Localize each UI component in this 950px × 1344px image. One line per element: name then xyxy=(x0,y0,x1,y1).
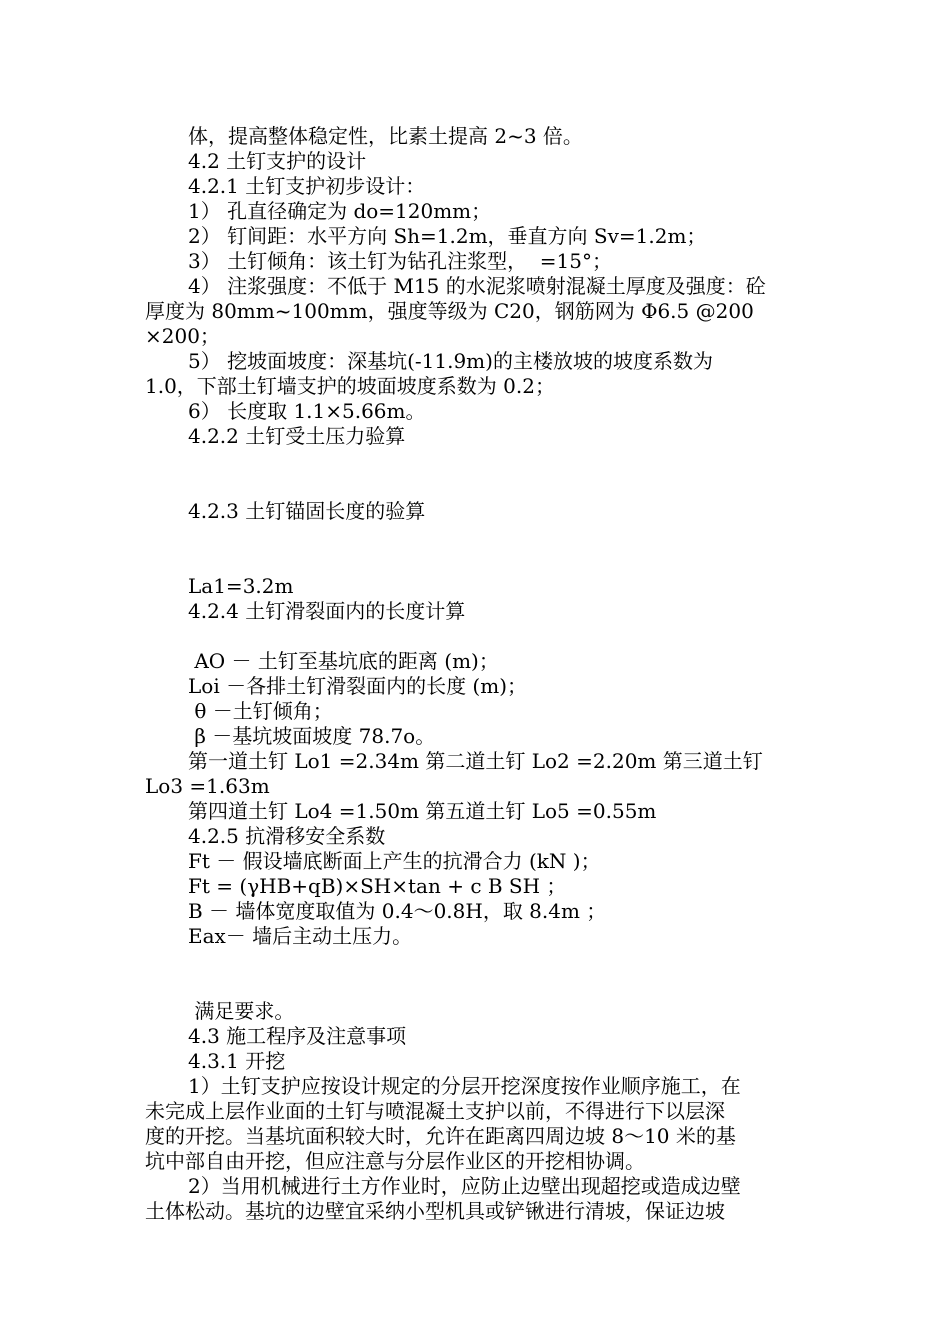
definition-line: β －基坑坡面坡度 78.7o。 xyxy=(188,724,436,748)
section-heading: 4.3.1 开挖 xyxy=(188,1049,286,1073)
list-item: 4） 注浆强度：不低于 M15 的水泥浆喷射混凝土厚度及强度：砼 xyxy=(188,274,766,298)
section-heading: 4.3 施工程序及注意事项 xyxy=(188,1024,407,1048)
list-item: 1） 孔直径确定为 do=120mm； xyxy=(188,199,492,223)
definition-line: Eax－ 墙后主动土压力。 xyxy=(188,924,413,948)
section-heading: 4.2.3 土钉锚固长度的验算 xyxy=(188,499,426,523)
text-line: 满足要求。 xyxy=(188,999,295,1023)
section-heading: 4.2 土钉支护的设计 xyxy=(188,149,367,173)
text-line: ×200； xyxy=(145,324,220,348)
text-line: 土体松动。基坑的边壁宜采纳小型机具或铲锹进行清坡，保证边坡 xyxy=(145,1199,725,1223)
text-line: Lo3 =1.63m xyxy=(145,774,270,798)
text-line: 坑中部自由开挖，但应注意与分层作业区的开挖相协调。 xyxy=(145,1149,645,1173)
text-line: La1=3.2m xyxy=(188,574,294,598)
list-item: 3） 土钉倾角：该土钉为钻孔注浆型， =15°； xyxy=(188,249,613,273)
text-line: 第四道土钉 Lo4 =1.50m 第五道土钉 Lo5 =0.55m xyxy=(188,799,657,823)
definition-line: θ －土钉倾角； xyxy=(188,699,333,723)
section-heading: 4.2.4 土钉滑裂面内的长度计算 xyxy=(188,599,466,623)
definition-line: AO － 土钉至基坑底的距离 (m)； xyxy=(188,649,499,673)
list-item: 1）土钉支护应按设计规定的分层开挖深度按作业顺序施工，在 xyxy=(188,1074,741,1098)
text-line: 体，提高整体稳定性，比素土提高 2~3 倍。 xyxy=(188,124,583,148)
definition-line: Ft － 假设墙底断面上产生的抗滑合力 (kN )； xyxy=(188,849,601,873)
section-heading: 4.2.1 土钉支护初步设计： xyxy=(188,174,426,198)
text-line: 1.0，下部土钉墙支护的坡面坡度系数为 0.2； xyxy=(145,374,555,398)
text-line: 未完成上层作业面的土钉与喷混凝土支护以前，不得进行下以层深 xyxy=(145,1099,725,1123)
list-item: 6） 长度取 1.1×5.66m。 xyxy=(188,399,426,423)
list-item: 2）当用机械进行土方作业时，应防止边壁出现超挖或造成边壁 xyxy=(188,1174,741,1198)
list-item: 2） 钉间距：水平方向 Sh=1.2m，垂直方向 Sv=1.2m； xyxy=(188,224,707,248)
text-line: 第一道土钉 Lo1 =2.34m 第二道土钉 Lo2 =2.20m 第三道土钉 xyxy=(188,749,763,773)
definition-line: Loi －各排土钉滑裂面内的长度 (m)； xyxy=(188,674,528,698)
list-item: 5） 挖坡面坡度：深基坑(-11.9m)的主楼放坡的坡度系数为 xyxy=(188,349,713,373)
section-heading: 4.2.5 抗滑移安全系数 xyxy=(188,824,386,848)
definition-line: B － 墙体宽度取值为 0.4～0.8H，取 8.4m ； xyxy=(188,899,607,923)
formula-line: Ft = (γHB+qB)×SH×tan + c B SH ； xyxy=(188,874,567,898)
section-heading: 4.2.2 土钉受土压力验算 xyxy=(188,424,406,448)
text-line: 厚度为 80mm~100mm，强度等级为 C20，钢筋网为 Φ6.5 @200 xyxy=(145,299,754,323)
text-line: 度的开挖。当基坑面积较大时，允许在距离四周边坡 8～10 米的基 xyxy=(145,1124,736,1148)
